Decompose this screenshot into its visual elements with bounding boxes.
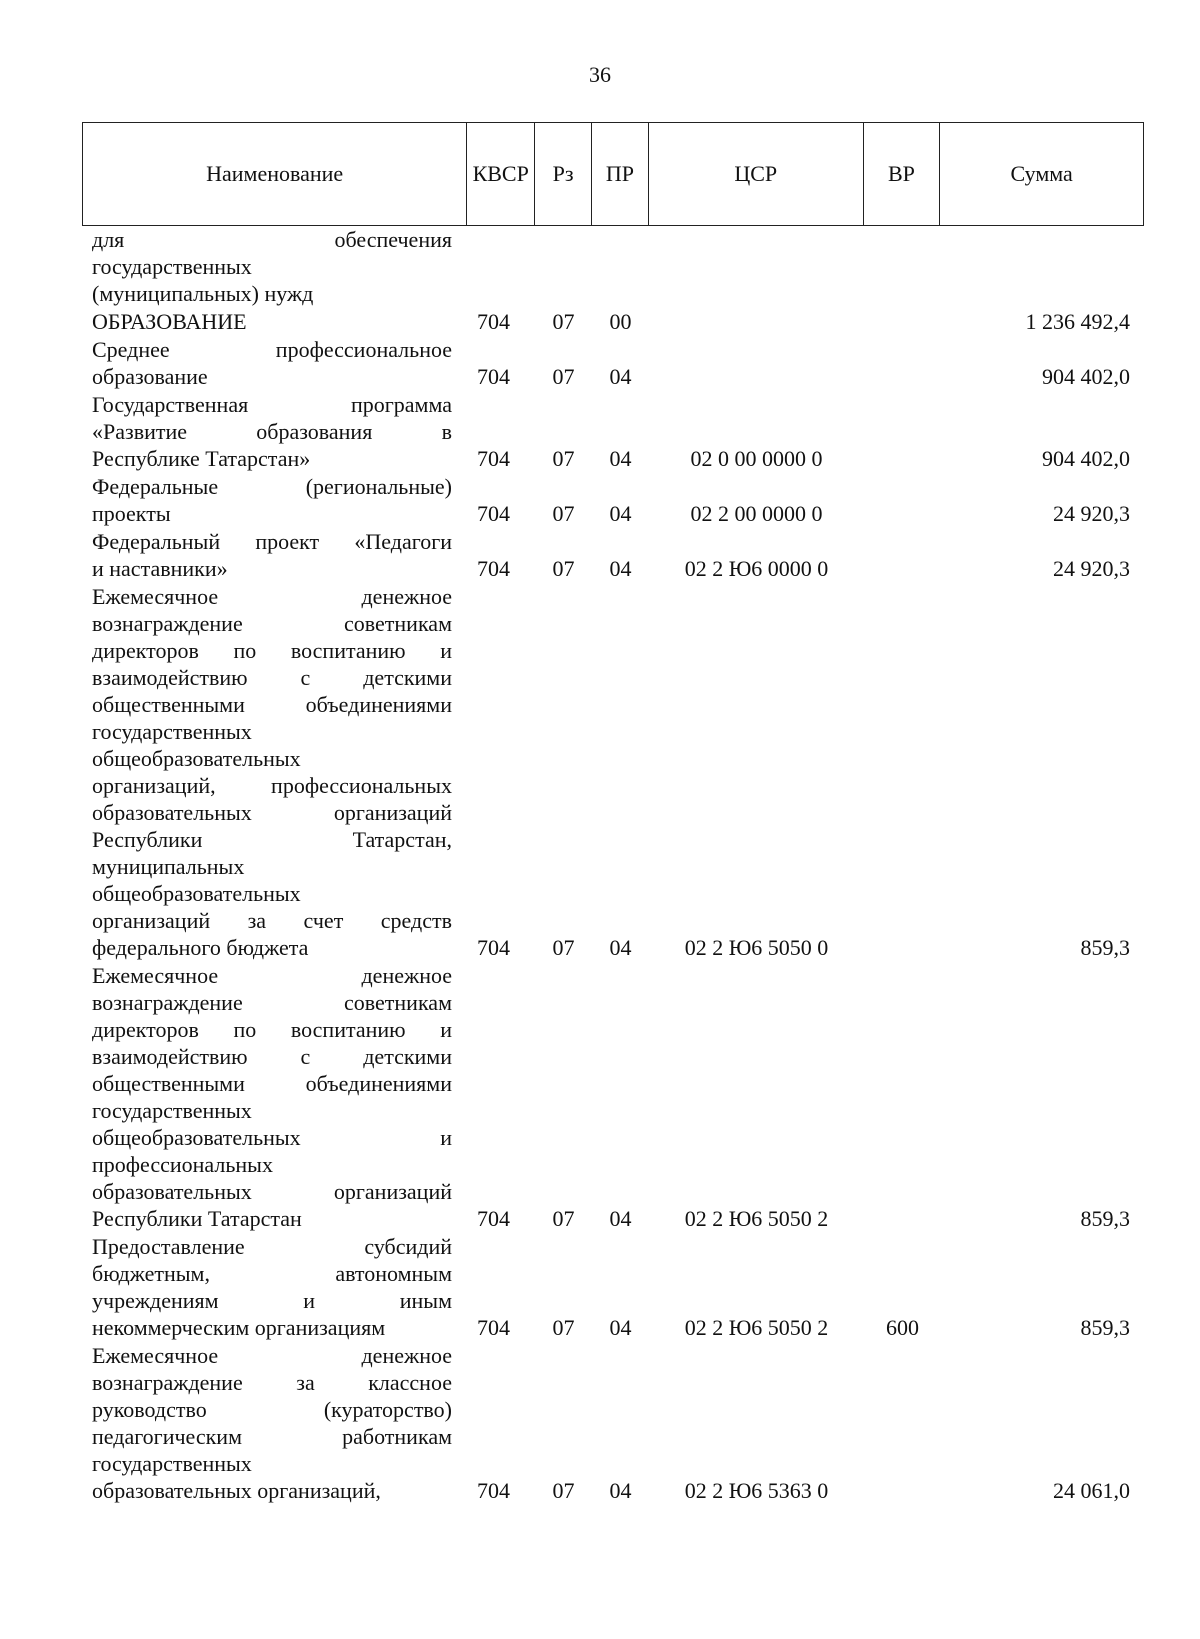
row-pr: 04 [609, 556, 632, 581]
row-rz: 07 [552, 364, 575, 389]
row-rz: 07 [552, 556, 575, 581]
row-name-line: директоров по воспитанию и [92, 1017, 452, 1042]
row-pr: 04 [609, 935, 632, 960]
row-pr: 04 [609, 1478, 632, 1503]
row-sum: 1 236 492,4 [1025, 309, 1130, 334]
row-name-line: Предоставление субсидий [92, 1234, 452, 1259]
page-number: 36 [589, 62, 611, 87]
row-name-line: бюджетным, автономным [92, 1261, 452, 1286]
header-pr: ПР [592, 123, 649, 225]
row-name-line: некоммерческим организациям [92, 1315, 386, 1340]
row-name [82, 1342, 452, 1504]
table-row [82, 583, 1144, 961]
row-name [82, 473, 452, 527]
row-pr: 04 [609, 1315, 632, 1340]
table-row [82, 962, 1144, 1232]
row-name [82, 583, 452, 961]
row-kvsr: 704 [477, 1478, 510, 1503]
row-csr: 02 2 Ю6 5050 2 [684, 1315, 829, 1340]
row-name-line: Государственная программа [92, 392, 452, 417]
header-kvsr: КВСР [467, 123, 535, 225]
row-csr: 02 2 Ю6 0000 0 [684, 556, 829, 581]
row-name [82, 308, 452, 335]
table-row [82, 308, 1144, 335]
row-name-line: государственных [92, 719, 252, 744]
row-name-line: Ежемесячное денежное [92, 963, 452, 988]
row-pr: 04 [609, 1206, 632, 1231]
row-pr: 04 [609, 501, 632, 526]
row-name-line: для обеспечения [92, 227, 452, 252]
row-kvsr: 704 [477, 446, 510, 471]
row-name-line: Республики Татарстан, [92, 827, 452, 852]
row-name-line: образовательных организаций [92, 800, 452, 825]
table-row [82, 473, 1144, 527]
row-name-line: государственных [92, 1098, 252, 1123]
row-name-line: государственных [92, 254, 252, 279]
table-row [82, 391, 1144, 472]
row-name-line: вознаграждение советникам [92, 990, 452, 1015]
row-kvsr: 704 [477, 935, 510, 960]
row-kvsr: 704 [477, 1206, 510, 1231]
row-kvsr: 704 [477, 501, 510, 526]
row-name-line: организаций за счет средств [92, 908, 452, 933]
header-rz: Рз [535, 123, 592, 225]
row-name-line: Республике Татарстан» [92, 446, 311, 471]
row-name-line: образование [92, 364, 208, 389]
row-pr: 04 [609, 364, 632, 389]
row-pr: 00 [609, 309, 632, 334]
row-name-line: вознаграждение за классное [92, 1370, 452, 1395]
row-kvsr: 704 [477, 309, 510, 334]
row-sum: 904 402,0 [1042, 364, 1130, 389]
row-name-line: образовательных организаций [92, 1179, 452, 1204]
row-name-line: директоров по воспитанию и [92, 638, 452, 663]
row-name-line: общественными объединениями [92, 692, 452, 717]
row-sum: 859,3 [1080, 1315, 1130, 1340]
row-name-line: педагогическим работникам [92, 1424, 452, 1449]
table-row [82, 226, 1144, 307]
row-name-line: Ежемесячное денежное [92, 584, 452, 609]
row-csr: 02 0 00 0000 0 [690, 446, 823, 471]
header-csr: ЦСР [649, 123, 864, 225]
row-sum: 859,3 [1080, 935, 1130, 960]
row-rz: 07 [552, 935, 575, 960]
header-vr: ВР [864, 123, 941, 225]
row-name-line: общеобразовательных [92, 746, 301, 771]
row-rz: 07 [552, 501, 575, 526]
row-kvsr: 704 [477, 1315, 510, 1340]
row-sum: 24 061,0 [1053, 1478, 1130, 1503]
row-name-line: взаимодействию с детскими [92, 1044, 452, 1069]
table-header [82, 122, 1144, 226]
row-name-line: общеобразовательных и [92, 1125, 452, 1150]
row-name-line: Федеральные (региональные) [92, 474, 452, 499]
row-kvsr: 704 [477, 364, 510, 389]
row-kvsr: 704 [477, 556, 510, 581]
table-row [82, 528, 1144, 582]
row-csr: 02 2 Ю6 5363 0 [684, 1478, 829, 1503]
row-rz: 07 [552, 309, 575, 334]
row-pr: 04 [609, 446, 632, 471]
row-name [82, 962, 452, 1232]
row-csr: 02 2 00 0000 0 [690, 501, 823, 526]
row-name-line: муниципальных [92, 854, 245, 879]
row-name-line: профессиональных [92, 1152, 273, 1177]
row-name-line: Среднее профессиональное [92, 337, 452, 362]
row-name-line: (муниципальных) нужд [92, 281, 314, 306]
row-rz: 07 [552, 1315, 575, 1340]
row-name [82, 391, 452, 472]
table-row [82, 336, 1144, 390]
header-name: Наименование [83, 123, 467, 225]
row-vr: 600 [886, 1315, 919, 1340]
row-rz: 07 [552, 1206, 575, 1231]
row-name-line: Ежемесячное денежное [92, 1343, 452, 1368]
row-name-line: «Развитие образования в [92, 419, 452, 444]
row-rz: 07 [552, 446, 575, 471]
row-name-line: проекты [92, 501, 171, 526]
row-name [82, 336, 452, 390]
row-name-line: общеобразовательных [92, 881, 301, 906]
table-body [82, 226, 1144, 1505]
row-sum: 24 920,3 [1053, 556, 1130, 581]
row-name [82, 1233, 452, 1341]
row-name-line: государственных [92, 1451, 252, 1476]
row-rz: 07 [552, 1478, 575, 1503]
row-name-line: организаций, профессиональных [92, 773, 452, 798]
row-name-line: руководство (кураторство) [92, 1397, 452, 1422]
row-csr: 02 2 Ю6 5050 2 [684, 1206, 829, 1231]
row-name-line: образовательных организаций, [92, 1478, 381, 1503]
row-name-line: Республики Татарстан [92, 1206, 302, 1231]
row-name-line: взаимодействию с детскими [92, 665, 452, 690]
row-sum: 859,3 [1080, 1206, 1130, 1231]
row-sum: 24 920,3 [1053, 501, 1130, 526]
row-csr: 02 2 Ю6 5050 0 [684, 935, 829, 960]
row-name-line: вознаграждение советникам [92, 611, 452, 636]
row-name-line: общественными объединениями [92, 1071, 452, 1096]
header-sum: Сумма [1010, 161, 1073, 186]
table-row [82, 1342, 1144, 1504]
row-name-line: Федеральный проект «Педагоги [92, 529, 452, 554]
row-name-line: ОБРАЗОВАНИЕ [92, 309, 247, 334]
row-name-line: федерального бюджета [92, 935, 309, 960]
table-row [82, 1233, 1144, 1341]
row-sum: 904 402,0 [1042, 446, 1130, 471]
row-name [82, 226, 452, 307]
row-name-line: и наставники» [92, 556, 228, 581]
row-name [82, 528, 452, 582]
row-name-line: учреждениям и иным [92, 1288, 452, 1313]
